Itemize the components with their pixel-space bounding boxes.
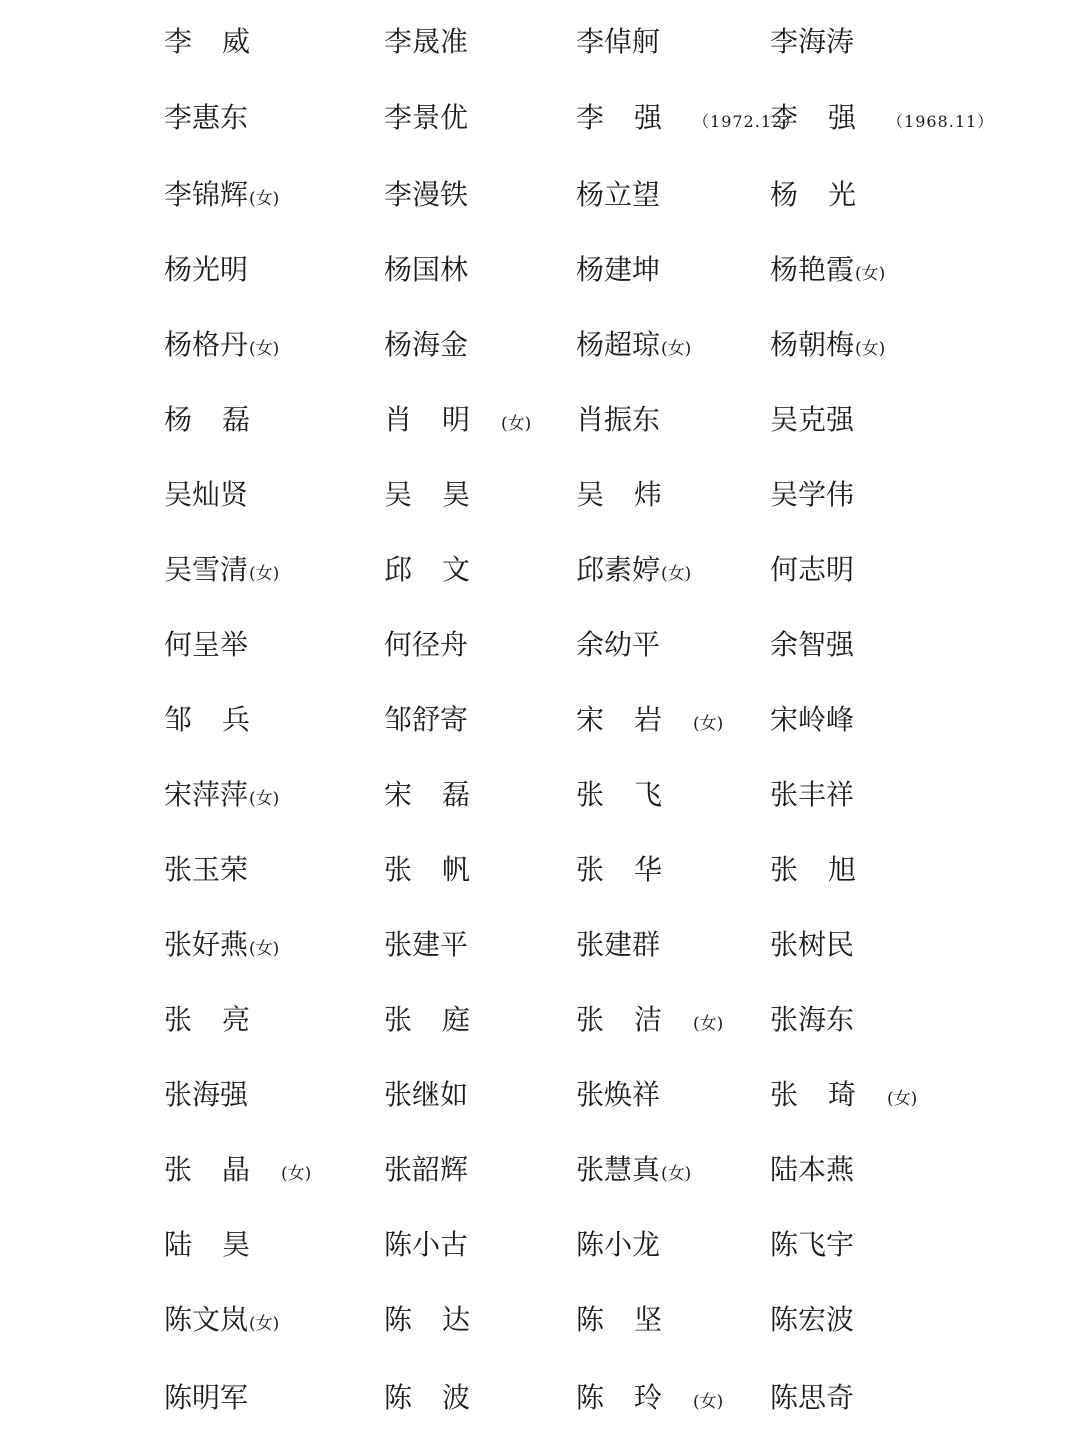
person-note: (女) bbox=[281, 1164, 312, 1184]
name-entry bbox=[384, 1065, 468, 1125]
name-row bbox=[0, 615, 1080, 675]
name-entry bbox=[576, 1290, 693, 1350]
name-entry bbox=[164, 1065, 248, 1125]
person-note: (女) bbox=[249, 339, 280, 359]
name-row bbox=[0, 1368, 1080, 1428]
name-entry bbox=[576, 1065, 660, 1125]
person-note: (女) bbox=[249, 789, 280, 809]
person-name: 张慧真 bbox=[576, 1153, 661, 1186]
name-row bbox=[0, 1215, 1080, 1275]
person-name: 邹兵 bbox=[164, 703, 281, 736]
person-name: 张晶 bbox=[164, 1153, 281, 1186]
name-entry bbox=[576, 165, 660, 225]
person-note: (女) bbox=[249, 939, 280, 959]
name-row bbox=[0, 465, 1080, 525]
person-note: (女) bbox=[661, 1164, 692, 1184]
person-note: （1972.12） bbox=[693, 112, 801, 131]
person-name: 杨朝梅 bbox=[770, 328, 855, 361]
person-name: 邱素婷 bbox=[576, 553, 661, 586]
name-entry bbox=[576, 1215, 660, 1275]
person-name: 杨建坤 bbox=[576, 253, 661, 286]
name-entry bbox=[576, 840, 693, 900]
name-entry bbox=[576, 915, 660, 975]
name-entry bbox=[770, 88, 994, 148]
person-name: 吴昊 bbox=[384, 478, 501, 511]
person-note: (女) bbox=[693, 1392, 724, 1412]
name-entry bbox=[770, 12, 854, 72]
name-entry bbox=[770, 840, 887, 900]
person-name: 李威 bbox=[164, 25, 281, 58]
person-name: 张飞 bbox=[576, 778, 693, 811]
name-entry bbox=[576, 1140, 691, 1200]
person-name: 陈思奇 bbox=[770, 1381, 855, 1414]
person-name: 何呈举 bbox=[164, 628, 249, 661]
person-name: 张琦 bbox=[770, 1078, 887, 1111]
person-name: 陈达 bbox=[384, 1303, 501, 1336]
person-name: 吴灿贤 bbox=[164, 478, 249, 511]
name-row bbox=[0, 690, 1080, 750]
person-name: 张海东 bbox=[770, 1003, 855, 1036]
person-name: 杨光明 bbox=[164, 253, 249, 286]
person-name: 宋磊 bbox=[384, 778, 501, 811]
person-name: 余幼平 bbox=[576, 628, 661, 661]
name-entry bbox=[164, 240, 248, 300]
person-name: 陈玲 bbox=[576, 1381, 693, 1414]
name-row bbox=[0, 1065, 1080, 1125]
person-name: 肖振东 bbox=[576, 403, 661, 436]
name-entry bbox=[770, 165, 887, 225]
person-name: 宋岩 bbox=[576, 703, 693, 736]
person-name: 杨光 bbox=[770, 178, 887, 211]
name-entry bbox=[164, 615, 248, 675]
person-name: 李强 bbox=[770, 101, 887, 134]
name-row bbox=[0, 88, 1080, 148]
name-entry bbox=[576, 88, 800, 148]
person-name: 李强 bbox=[576, 101, 693, 134]
name-entry bbox=[164, 840, 248, 900]
name-entry bbox=[384, 88, 468, 148]
person-name: 李景优 bbox=[384, 101, 469, 134]
name-entry bbox=[770, 1215, 854, 1275]
person-name: 张庭 bbox=[384, 1003, 501, 1036]
name-entry bbox=[770, 315, 885, 375]
person-name: 陆本燕 bbox=[770, 1153, 855, 1186]
person-name: 邱文 bbox=[384, 553, 501, 586]
name-row bbox=[0, 990, 1080, 1050]
name-entry bbox=[384, 765, 501, 825]
name-entry bbox=[770, 690, 854, 750]
person-note: （1968.11） bbox=[887, 112, 995, 131]
name-entry bbox=[384, 915, 468, 975]
name-entry bbox=[384, 1290, 501, 1350]
person-note: (女) bbox=[693, 714, 724, 734]
person-note: (女) bbox=[693, 1014, 724, 1034]
name-row bbox=[0, 390, 1080, 450]
name-row bbox=[0, 1290, 1080, 1350]
person-name: 陈宏波 bbox=[770, 1303, 855, 1336]
person-note: (女) bbox=[661, 339, 692, 359]
person-note: (女) bbox=[501, 414, 532, 434]
person-name: 张海强 bbox=[164, 1078, 249, 1111]
person-note: (女) bbox=[249, 189, 280, 209]
person-name: 宋萍萍 bbox=[164, 778, 249, 811]
person-name: 张华 bbox=[576, 853, 693, 886]
name-entry bbox=[164, 88, 248, 148]
person-name: 何径舟 bbox=[384, 628, 469, 661]
name-entry bbox=[576, 390, 660, 450]
person-name: 杨超琼 bbox=[576, 328, 661, 361]
person-name: 吴学伟 bbox=[770, 478, 855, 511]
name-entry bbox=[576, 465, 693, 525]
person-name: 杨海金 bbox=[384, 328, 469, 361]
name-entry bbox=[164, 1140, 311, 1200]
name-row bbox=[0, 315, 1080, 375]
person-name: 张继如 bbox=[384, 1078, 469, 1111]
person-name: 张玉荣 bbox=[164, 853, 249, 886]
person-note: (女) bbox=[855, 264, 886, 284]
name-entry bbox=[384, 1368, 501, 1428]
name-entry bbox=[384, 840, 501, 900]
name-entry bbox=[770, 1065, 917, 1125]
person-name: 张帆 bbox=[384, 853, 501, 886]
person-name: 陈明军 bbox=[164, 1381, 249, 1414]
name-row bbox=[0, 765, 1080, 825]
name-entry bbox=[770, 765, 854, 825]
person-name: 李锦辉 bbox=[164, 178, 249, 211]
name-entry bbox=[576, 540, 691, 600]
name-entry bbox=[164, 315, 279, 375]
name-entry bbox=[770, 1368, 854, 1428]
person-name: 陈小古 bbox=[384, 1228, 469, 1261]
name-row bbox=[0, 915, 1080, 975]
person-name: 杨国林 bbox=[384, 253, 469, 286]
person-name: 张韶辉 bbox=[384, 1153, 469, 1186]
name-entry bbox=[164, 1368, 248, 1428]
person-name: 张洁 bbox=[576, 1003, 693, 1036]
name-entry bbox=[384, 990, 501, 1050]
person-note: (女) bbox=[887, 1089, 918, 1109]
name-entry bbox=[770, 465, 854, 525]
name-entry bbox=[770, 915, 854, 975]
person-name: 张树民 bbox=[770, 928, 855, 961]
name-entry bbox=[164, 465, 248, 525]
person-name: 张亮 bbox=[164, 1003, 281, 1036]
name-row bbox=[0, 1140, 1080, 1200]
name-entry bbox=[164, 1290, 279, 1350]
person-name: 肖明 bbox=[384, 403, 501, 436]
name-entry bbox=[384, 1140, 468, 1200]
person-name: 杨格丹 bbox=[164, 328, 249, 361]
name-entry bbox=[576, 315, 691, 375]
name-entry bbox=[576, 990, 723, 1050]
person-name: 吴炜 bbox=[576, 478, 693, 511]
name-entry bbox=[384, 1215, 468, 1275]
person-name: 吴克强 bbox=[770, 403, 855, 436]
person-name: 杨磊 bbox=[164, 403, 281, 436]
person-name: 陈文岚 bbox=[164, 1303, 249, 1336]
person-name: 杨立望 bbox=[576, 178, 661, 211]
person-name: 张丰祥 bbox=[770, 778, 855, 811]
name-row bbox=[0, 240, 1080, 300]
name-entry bbox=[576, 765, 693, 825]
person-name: 余智强 bbox=[770, 628, 855, 661]
name-entry bbox=[770, 540, 854, 600]
name-entry bbox=[164, 1215, 281, 1275]
person-name: 陈小龙 bbox=[576, 1228, 661, 1261]
name-entry bbox=[384, 12, 468, 72]
name-entry bbox=[576, 690, 723, 750]
name-entry bbox=[770, 240, 885, 300]
person-name: 张建群 bbox=[576, 928, 661, 961]
name-entry bbox=[164, 690, 281, 750]
person-name: 杨艳霞 bbox=[770, 253, 855, 286]
person-name: 李晟准 bbox=[384, 25, 469, 58]
name-row bbox=[0, 165, 1080, 225]
name-entry bbox=[384, 465, 501, 525]
name-entry bbox=[384, 540, 501, 600]
person-name: 李漫铁 bbox=[384, 178, 469, 211]
name-entry bbox=[770, 1140, 854, 1200]
name-entry bbox=[770, 615, 854, 675]
person-name: 张建平 bbox=[384, 928, 469, 961]
name-entry bbox=[384, 165, 468, 225]
person-name: 宋岭峰 bbox=[770, 703, 855, 736]
name-entry bbox=[164, 765, 279, 825]
name-entry bbox=[576, 12, 660, 72]
person-name: 陈波 bbox=[384, 1381, 501, 1414]
person-name: 张好燕 bbox=[164, 928, 249, 961]
person-name: 邹舒寄 bbox=[384, 703, 469, 736]
person-note: (女) bbox=[249, 564, 280, 584]
name-entry bbox=[770, 390, 854, 450]
name-entry bbox=[384, 240, 468, 300]
person-name: 张焕祥 bbox=[576, 1078, 661, 1111]
name-entry bbox=[164, 390, 281, 450]
name-entry bbox=[576, 1368, 723, 1428]
name-entry bbox=[384, 690, 468, 750]
name-entry bbox=[384, 390, 531, 450]
name-entry bbox=[576, 615, 660, 675]
name-entry bbox=[164, 165, 279, 225]
name-entry bbox=[770, 1290, 854, 1350]
person-note: (女) bbox=[855, 339, 886, 359]
name-entry bbox=[164, 990, 281, 1050]
person-name: 陆昊 bbox=[164, 1228, 281, 1261]
name-row bbox=[0, 12, 1080, 72]
name-entry bbox=[384, 315, 468, 375]
person-note: (女) bbox=[249, 1314, 280, 1334]
name-entry bbox=[164, 540, 279, 600]
name-entry bbox=[384, 615, 468, 675]
name-entry bbox=[576, 240, 660, 300]
name-entry bbox=[164, 12, 281, 72]
name-entry bbox=[770, 990, 854, 1050]
name-row bbox=[0, 840, 1080, 900]
person-name: 李海涛 bbox=[770, 25, 855, 58]
person-name: 李惠东 bbox=[164, 101, 249, 134]
person-name: 李倬舸 bbox=[576, 25, 661, 58]
person-name: 吴雪清 bbox=[164, 553, 249, 586]
name-entry bbox=[164, 915, 279, 975]
person-name: 何志明 bbox=[770, 553, 855, 586]
person-name: 陈飞宇 bbox=[770, 1228, 855, 1261]
person-note: (女) bbox=[661, 564, 692, 584]
person-name: 陈坚 bbox=[576, 1303, 693, 1336]
person-name: 张旭 bbox=[770, 853, 887, 886]
name-row bbox=[0, 540, 1080, 600]
